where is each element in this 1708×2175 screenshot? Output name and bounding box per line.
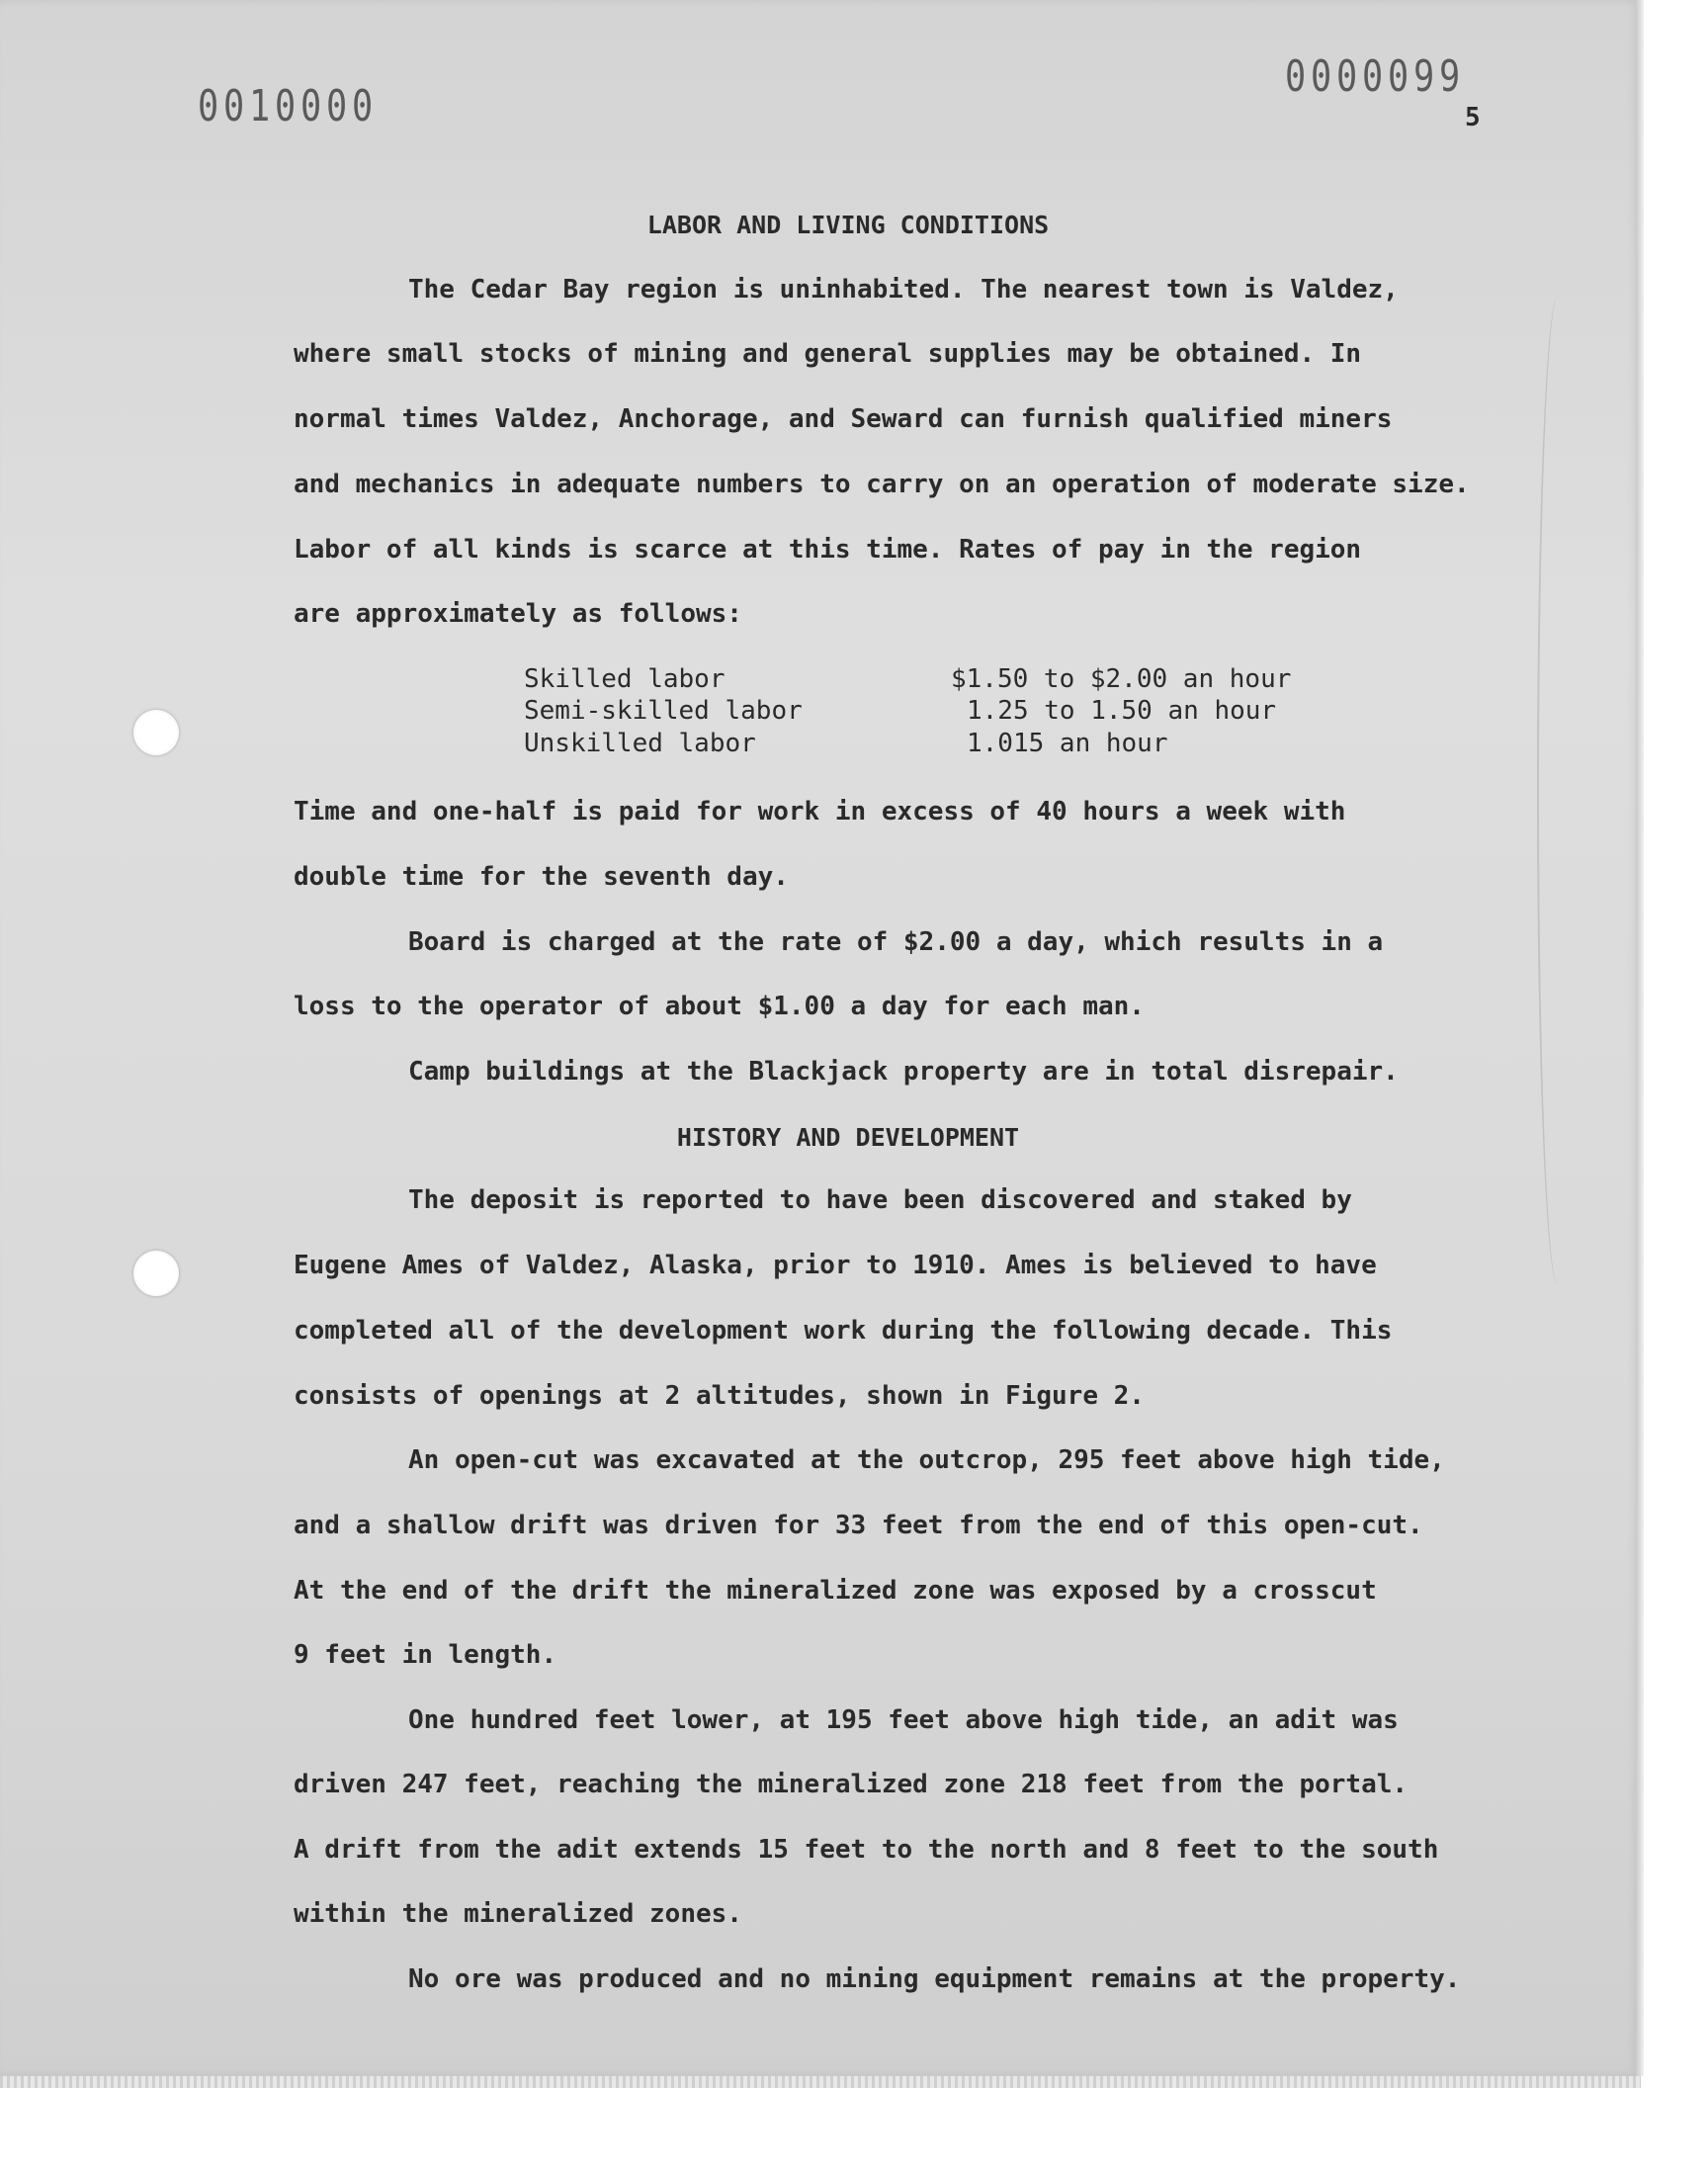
text-line: Camp buildings at the Blackjack property are in total disrepair. <box>408 1057 1399 1087</box>
text-line: are approximately as follows: <box>294 599 742 629</box>
text-line: normal times Valdez, Anchorage, and Seward can furnish qualified miners <box>294 404 1393 434</box>
text-line: The deposit is reported to have been discovered and staked by <box>408 1185 1352 1215</box>
text-line: consists of openings at 2 altitudes, shown in Figure 2. <box>294 1381 1145 1411</box>
rate-label: Semi-skilled labor <box>524 696 803 726</box>
text-line: Time and one-half is paid for work in excess of 40 hours a week with <box>294 797 1346 826</box>
text-line: Eugene Ames of Valdez, Alaska, prior to 1910. Ames is believed to have <box>294 1251 1377 1280</box>
text-line: where small stocks of mining and general supplies may be obtained. In <box>294 339 1362 369</box>
text-line: 9 feet in length. <box>294 1640 557 1670</box>
text-line: double time for the seventh day. <box>294 862 789 892</box>
stamp-number-left: 0010000 <box>198 81 378 131</box>
scan-bottom-edge <box>0 2076 1641 2088</box>
rate-label: Unskilled labor <box>524 729 756 758</box>
text-line: A drift from the adit extends 15 feet to the north and 8 feet to the south <box>294 1835 1439 1865</box>
text-line: Labor of all kinds is scarce at this time. Rates of pay in the region <box>294 535 1362 565</box>
text-line: completed all of the development work during the following decade. This <box>294 1316 1393 1346</box>
punch-hole-upper <box>133 710 179 755</box>
text-line: Board is charged at the rate of $2.00 a day, which results in a <box>408 927 1384 957</box>
text-line: driven 247 feet, reaching the mineralized zone 218 feet from the portal. <box>294 1770 1409 1799</box>
section-heading-history: HISTORY AND DEVELOPMENT <box>676 1123 1020 1152</box>
text-line: At the end of the drift the mineralized zone was exposed by a crosscut <box>294 1576 1377 1606</box>
rate-value: $1.50 to $2.00 an hour <box>951 664 1292 694</box>
rate-label: Skilled labor <box>524 664 726 694</box>
text-line: and mechanics in adequate numbers to carry on an operation of moderate size. <box>294 470 1470 499</box>
rate-value: 1.25 to 1.50 an hour <box>967 696 1277 726</box>
page-number: 5 <box>1465 103 1481 132</box>
text-line: loss to the operator of about $1.00 a day for each man. <box>294 992 1145 1021</box>
punch-hole-lower <box>133 1251 179 1296</box>
text-line: within the mineralized zones. <box>294 1899 742 1929</box>
stamp-number-right: 0000099 <box>1285 51 1465 102</box>
text-line: No ore was produced and no mining equipment remains at the property. <box>408 1964 1461 1994</box>
text-line: and a shallow drift was driven for 33 feet from the end of this open-cut. <box>294 1511 1423 1540</box>
page-edge <box>1636 0 1644 2076</box>
rate-value: 1.015 an hour <box>967 729 1168 758</box>
text-line: The Cedar Bay region is uninhabited. The nearest town is Valdez, <box>408 275 1399 304</box>
text-line: An open-cut was excavated at the outcrop, 295 feet above high tide, <box>408 1445 1445 1475</box>
text-line: One hundred feet lower, at 195 feet above high tide, an adit was <box>408 1705 1399 1735</box>
section-heading-labor: LABOR AND LIVING CONDITIONS <box>646 211 1050 239</box>
